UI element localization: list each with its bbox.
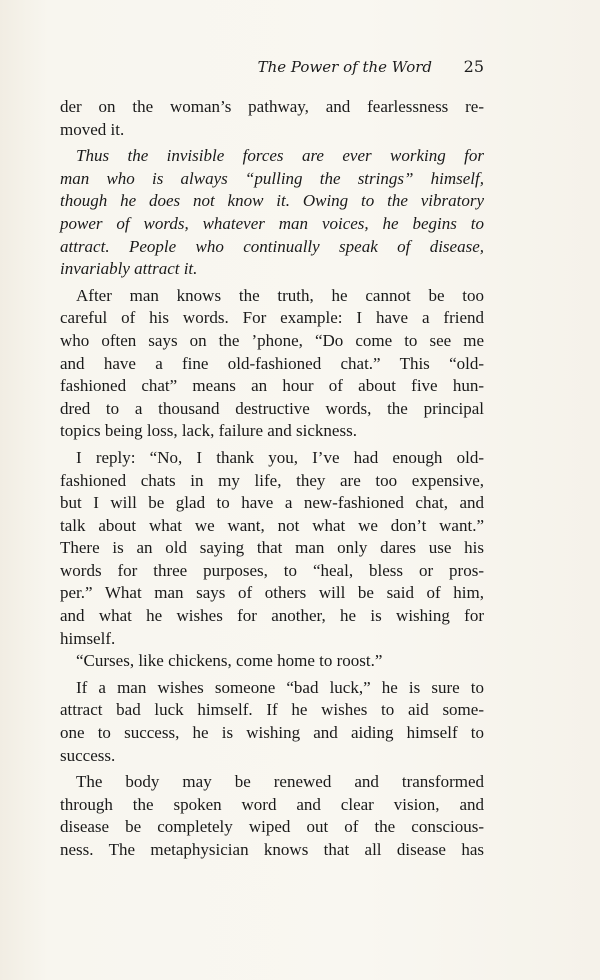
text-line: There is an old saying that man only dares use his: [60, 538, 484, 558]
text-line: fashioned chat” means an hour of about five hun-: [60, 376, 484, 396]
text-line: talk about what we want, not what we don’t want.”: [60, 515, 484, 535]
text-line: success.: [60, 745, 116, 765]
text-line: power of words, whatever man voices, he begins to: [60, 213, 484, 233]
body-text: [60, 96, 484, 862]
text-line: invariably attract it.: [60, 259, 198, 279]
text-line: moved it.: [60, 119, 125, 139]
page-header: [60, 58, 484, 82]
text-line: words for three purposes, to “heal, bless or pros-: [60, 560, 484, 580]
text-line: topics being loss, lack, failure and sickness.: [60, 421, 357, 441]
text-line: attract bad luck himself. If he wishes to aid some-: [60, 700, 484, 720]
text-line: but I will be glad to have a new-fashioned chat, and: [60, 493, 484, 513]
text-line: through the spoken word and clear vision, and: [60, 794, 484, 814]
text-line: careful of his words. For example: I have a friend: [60, 308, 484, 328]
text-line: The body may be renewed and transformed: [76, 772, 484, 792]
paragraph: [60, 771, 484, 861]
text-line: himself.: [60, 628, 116, 648]
paragraph: [60, 650, 484, 673]
text-line: attract. People who continually speak of disease,: [60, 236, 484, 256]
paragraph: [60, 285, 484, 443]
text-line: I reply: “No, I thank you, I’ve had enough old-: [76, 447, 484, 467]
text-line: and have a fine old-fashioned chat.” This “old-: [60, 353, 484, 373]
text-line: der on the woman’s pathway, and fearlessness re-: [60, 97, 484, 116]
text-line: and what he wishes for another, he is wishing for: [60, 606, 484, 626]
text-line: If a man wishes someone “bad luck,” he is sure to: [76, 677, 484, 697]
text-line: “Curses, like chickens, come home to roost.”: [76, 651, 383, 671]
running-title: The Power of the Word: [257, 58, 432, 76]
text-line: man who is always “pulling the strings” himself,: [60, 168, 484, 188]
paragraph: [60, 677, 484, 767]
text-line: After man knows the truth, he cannot be too: [76, 285, 484, 305]
text-line: fashioned chats in my life, they are too expensive,: [60, 470, 484, 490]
text-line: per.” What man says of others will be said of him,: [60, 583, 484, 603]
text-line: Thus the invisible forces are ever working for: [76, 146, 484, 166]
paragraph-italic: [60, 145, 484, 281]
paragraph: [60, 447, 484, 650]
page-number: 25: [463, 57, 484, 76]
paragraph: [60, 96, 484, 141]
text-line: ness. The metaphysician knows that all disease has: [60, 840, 484, 859]
text-line: disease be completely wiped out of the conscious-: [60, 817, 484, 837]
text-line: who often says on the ’phone, “Do come to see me: [60, 330, 484, 350]
text-line: dred to a thousand destructive words, the principal: [60, 398, 484, 418]
text-line: one to success, he is wishing and aiding himself to: [60, 723, 484, 743]
text-line: though he does not know it. Owing to the vibratory: [60, 191, 484, 211]
